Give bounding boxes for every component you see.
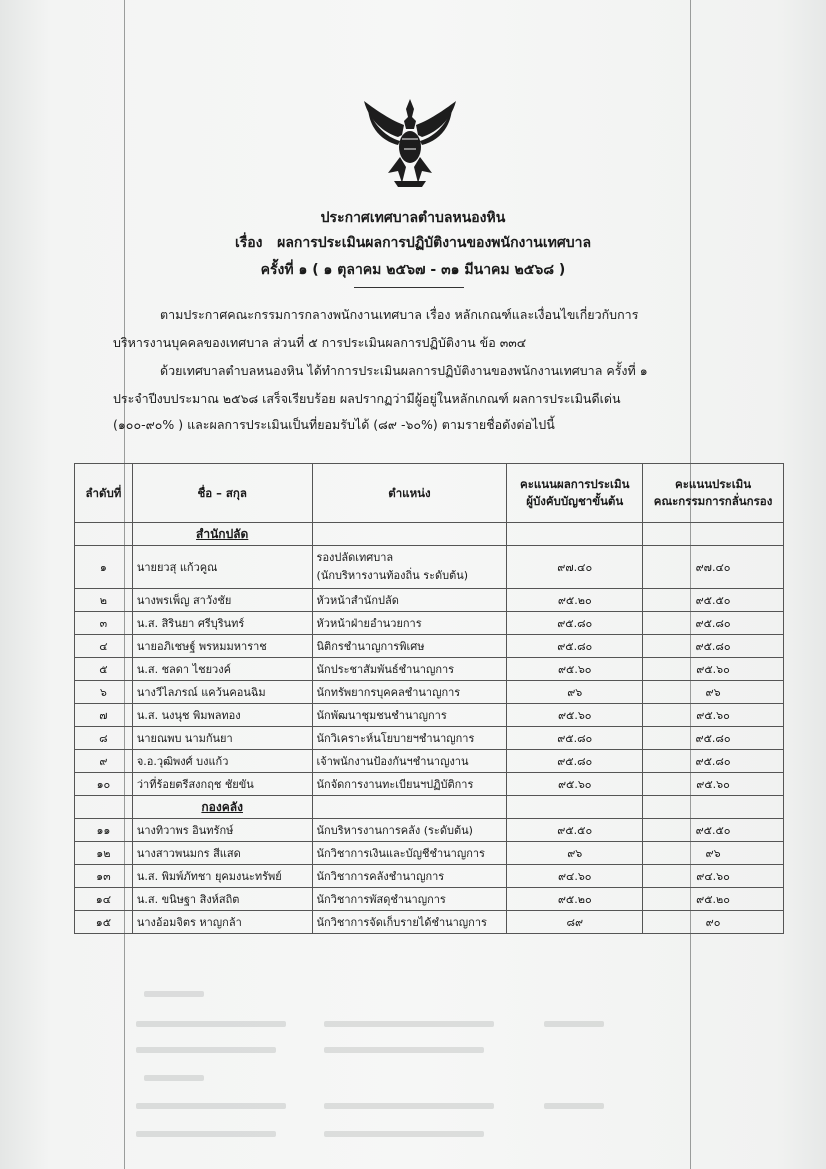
row-committee-score: ๙๕.๘๐ bbox=[643, 750, 784, 773]
row-committee-score: ๙๐ bbox=[643, 911, 784, 934]
table-cell bbox=[75, 796, 133, 819]
row-committee-score: ๙๖ bbox=[643, 842, 784, 865]
row-no: ๗ bbox=[75, 704, 133, 727]
table-row bbox=[75, 589, 784, 612]
row-position: นักวิชาการคลังชำนาญการ bbox=[312, 865, 507, 888]
subject-label: เรื่อง bbox=[234, 235, 263, 251]
table-cell bbox=[507, 523, 643, 546]
row-no: ๑๔ bbox=[75, 888, 133, 911]
row-name: น.ส. นงนุช พิมพลทอง bbox=[132, 704, 312, 727]
row-committee-score: ๙๕.๕๐ bbox=[643, 589, 784, 612]
row-position: เจ้าพนักงานป้องกันฯชำนาญงาน bbox=[312, 750, 507, 773]
row-name: นายยวสุ แก้วคูณ bbox=[132, 546, 312, 589]
row-no: ๑๒ bbox=[75, 842, 133, 865]
bleed-through-shadow bbox=[74, 975, 784, 1155]
row-committee-score: ๙๕.๕๐ bbox=[643, 819, 784, 842]
table-row bbox=[75, 612, 784, 635]
paragraph-2-line-1: ด้วยเทศบาลตำบลหนองหิน ได้ทำการประเมินผลการปฏิบัติงานของพนักงานเทศบาล ครั้งที่ ๑ bbox=[160, 363, 648, 378]
row-no: ๔ bbox=[75, 635, 133, 658]
table-row bbox=[75, 635, 784, 658]
table-row bbox=[75, 727, 784, 750]
row-committee-score: ๙๔.๖๐ bbox=[643, 865, 784, 888]
row-no: ๑ bbox=[75, 546, 133, 589]
row-committee-score: ๙๕.๒๐ bbox=[643, 888, 784, 911]
row-position: นักวิชาการเงินและบัญชีชำนาญการ bbox=[312, 842, 507, 865]
row-supervisor-score: ๙๕.๘๐ bbox=[507, 727, 643, 750]
announcement-round: ครั้งที่ ๑ ( ๑ ตุลาคม ๒๕๖๗ - ๓๑ มีนาคม ๒๕๖๘ ) bbox=[260, 262, 566, 278]
row-name: ว่าที่ร้อยตรีสงกฤช ชัยขัน bbox=[132, 773, 312, 796]
row-position-line-2: (นักบริหารงานท้องถิ่น ระดับต้น) bbox=[316, 569, 469, 582]
section-row bbox=[75, 523, 784, 546]
row-name: นายอภิเชษฐ์ พรหมมหาราช bbox=[132, 635, 312, 658]
row-position-line-1: รองปลัดเทศบาล bbox=[316, 551, 394, 564]
row-supervisor-score: ๙๕.๒๐ bbox=[507, 589, 643, 612]
section-title-finance: กองคลัง bbox=[132, 796, 312, 819]
table-cell bbox=[643, 523, 784, 546]
row-supervisor-score: ๙๕.๒๐ bbox=[507, 888, 643, 911]
table-row bbox=[75, 704, 784, 727]
row-no: ๒ bbox=[75, 589, 133, 612]
table-row bbox=[75, 750, 784, 773]
row-no: ๙ bbox=[75, 750, 133, 773]
row-name: นางทิวาพร อินทรักษ์ bbox=[132, 819, 312, 842]
row-position bbox=[312, 546, 507, 589]
row-position: หัวหน้าฝ่ายอำนวยการ bbox=[312, 612, 507, 635]
row-position: นิติกรชำนาญการพิเศษ bbox=[312, 635, 507, 658]
row-position: นักวิชาการจัดเก็บรายได้ชำนาญการ bbox=[312, 911, 507, 934]
row-position: นักทรัพยากรบุคคลชำนาญการ bbox=[312, 681, 507, 704]
header-supervisor-score-line-2: ผู้บังคับบัญชาขั้นต้น bbox=[526, 494, 624, 508]
row-supervisor-score: ๙๕.๖๐ bbox=[507, 704, 643, 727]
row-name: น.ส. ขนิษฐา สิงห์สถิต bbox=[132, 888, 312, 911]
header-name: ชื่อ – สกุล bbox=[132, 464, 312, 523]
row-supervisor-score: ๙๕.๘๐ bbox=[507, 750, 643, 773]
table-cell bbox=[643, 796, 784, 819]
paragraph-1-line-1: ตามประกาศคณะกรรมการกลางพนักงานเทศบาล เรื่อง หลักเกณฑ์และเงื่อนไขเกี่ยวกับการ bbox=[160, 307, 639, 322]
paragraph-2-line-3: (๑๐๐-๙๐% ) และผลการประเมินเป็นที่ยอมรับได้ (๘๙ -๖๐%) ตามรายชื่อดังต่อไปนี้ bbox=[113, 417, 555, 432]
table-cell bbox=[312, 523, 507, 546]
section-row bbox=[75, 796, 784, 819]
row-name: น.ส. พิมพ์ภัทชา ยุคมงนะทรัพย์ bbox=[132, 865, 312, 888]
subject-text: ผลการประเมินผลการปฏิบัติงานของพนักงานเทศบาล bbox=[277, 235, 592, 251]
row-position: นักประชาสัมพันธ์ชำนาญการ bbox=[312, 658, 507, 681]
announcement-title: ประกาศเทศบาลตำบลหนองหิน bbox=[320, 210, 506, 226]
header-supervisor-score bbox=[507, 464, 643, 523]
row-supervisor-score: ๘๙ bbox=[507, 911, 643, 934]
row-position: นักบริหารงานการคลัง (ระดับต้น) bbox=[312, 819, 507, 842]
row-no: ๑๑ bbox=[75, 819, 133, 842]
row-name: นางสาวพนมกร สีแสด bbox=[132, 842, 312, 865]
header-no: ลำดับที่ bbox=[75, 464, 133, 523]
row-name: นางพรเพ็ญ สาวังชัย bbox=[132, 589, 312, 612]
row-name: น.ส. ชลดา ไชยวงค์ bbox=[132, 658, 312, 681]
table-cell bbox=[312, 796, 507, 819]
row-supervisor-score: ๙๗.๔๐ bbox=[507, 546, 643, 589]
header-committee-score-line-2: คณะกรรมการกลั่นกรอง bbox=[653, 494, 773, 508]
table-row bbox=[75, 842, 784, 865]
row-committee-score: ๙๕.๖๐ bbox=[643, 773, 784, 796]
paragraph-1-line-2: บริหารงานบุคคลของเทศบาล ส่วนที่ ๕ การประเมินผลการปฏิบัติงาน ข้อ ๓๓๔ bbox=[113, 335, 527, 350]
table-row bbox=[75, 819, 784, 842]
row-name: จ.อ.วุฒิพงศ์ บงแก้ว bbox=[132, 750, 312, 773]
row-committee-score: ๙๕.๖๐ bbox=[643, 658, 784, 681]
row-committee-score: ๙๕.๘๐ bbox=[643, 635, 784, 658]
evaluation-table bbox=[74, 463, 784, 934]
row-no: ๖ bbox=[75, 681, 133, 704]
row-position: นักจัดการงานทะเบียนฯปฏิบัติการ bbox=[312, 773, 507, 796]
table-row bbox=[75, 888, 784, 911]
row-name: นางอ้อมจิตร หาญกล้า bbox=[132, 911, 312, 934]
row-position: นักพัฒนาชุมชนชำนาญการ bbox=[312, 704, 507, 727]
row-position: หัวหน้าสำนักปลัด bbox=[312, 589, 507, 612]
table-row bbox=[75, 911, 784, 934]
row-no: ๓ bbox=[75, 612, 133, 635]
row-committee-score: ๙๕.๘๐ bbox=[643, 612, 784, 635]
row-supervisor-score: ๙๖ bbox=[507, 681, 643, 704]
table-row bbox=[75, 865, 784, 888]
row-no: ๑๓ bbox=[75, 865, 133, 888]
announcement-subject bbox=[0, 232, 826, 254]
table-row bbox=[75, 658, 784, 681]
row-committee-score: ๙๕.๖๐ bbox=[643, 704, 784, 727]
row-position: นักวิเคราะห์นโยบายฯชำนาญการ bbox=[312, 727, 507, 750]
row-no: ๘ bbox=[75, 727, 133, 750]
table-cell bbox=[75, 523, 133, 546]
row-committee-score: ๙๗.๔๐ bbox=[643, 546, 784, 589]
header-position: ตำแหน่ง bbox=[312, 464, 507, 523]
section-title-palad: สำนักปลัด bbox=[132, 523, 312, 546]
row-name: นางวีไลภรณ์ แคว้นคอนฉิม bbox=[132, 681, 312, 704]
table-row bbox=[75, 681, 784, 704]
row-supervisor-score: ๙๖ bbox=[507, 842, 643, 865]
row-supervisor-score: ๙๕.๘๐ bbox=[507, 635, 643, 658]
table-row bbox=[75, 546, 784, 589]
header-committee-score bbox=[643, 464, 784, 523]
row-committee-score: ๙๖ bbox=[643, 681, 784, 704]
row-no: ๑๕ bbox=[75, 911, 133, 934]
row-supervisor-score: ๙๔.๖๐ bbox=[507, 865, 643, 888]
table-row bbox=[75, 773, 784, 796]
row-supervisor-score: ๙๕.๖๐ bbox=[507, 658, 643, 681]
row-supervisor-score: ๙๕.๘๐ bbox=[507, 612, 643, 635]
row-no: ๕ bbox=[75, 658, 133, 681]
row-supervisor-score: ๙๕.๖๐ bbox=[507, 773, 643, 796]
row-no: ๑๐ bbox=[75, 773, 133, 796]
row-position: นักวิชาการพัสดุชำนาญการ bbox=[312, 888, 507, 911]
row-supervisor-score: ๙๕.๕๐ bbox=[507, 819, 643, 842]
table-cell bbox=[507, 796, 643, 819]
paragraph-2-line-2: ประจำปีงบประมาณ ๒๕๖๘ เสร็จเรียบร้อย ผลปรากฏว่ามีผู้อยู่ในหลักเกณฑ์ ผลการประเมินดีเด่น bbox=[113, 391, 621, 406]
row-committee-score: ๙๕.๘๐ bbox=[643, 727, 784, 750]
header-committee-score-line-1: คะแนนประเมิน bbox=[675, 477, 752, 491]
row-name: น.ส. สิรินยา ศรีบุรินทร์ bbox=[132, 612, 312, 635]
row-name: นายณพบ นามกันยา bbox=[132, 727, 312, 750]
header-supervisor-score-line-1: คะแนนผลการประเมิน bbox=[520, 477, 630, 491]
table-header-row bbox=[75, 464, 784, 523]
garuda-emblem bbox=[358, 95, 462, 191]
title-underline bbox=[354, 287, 464, 288]
